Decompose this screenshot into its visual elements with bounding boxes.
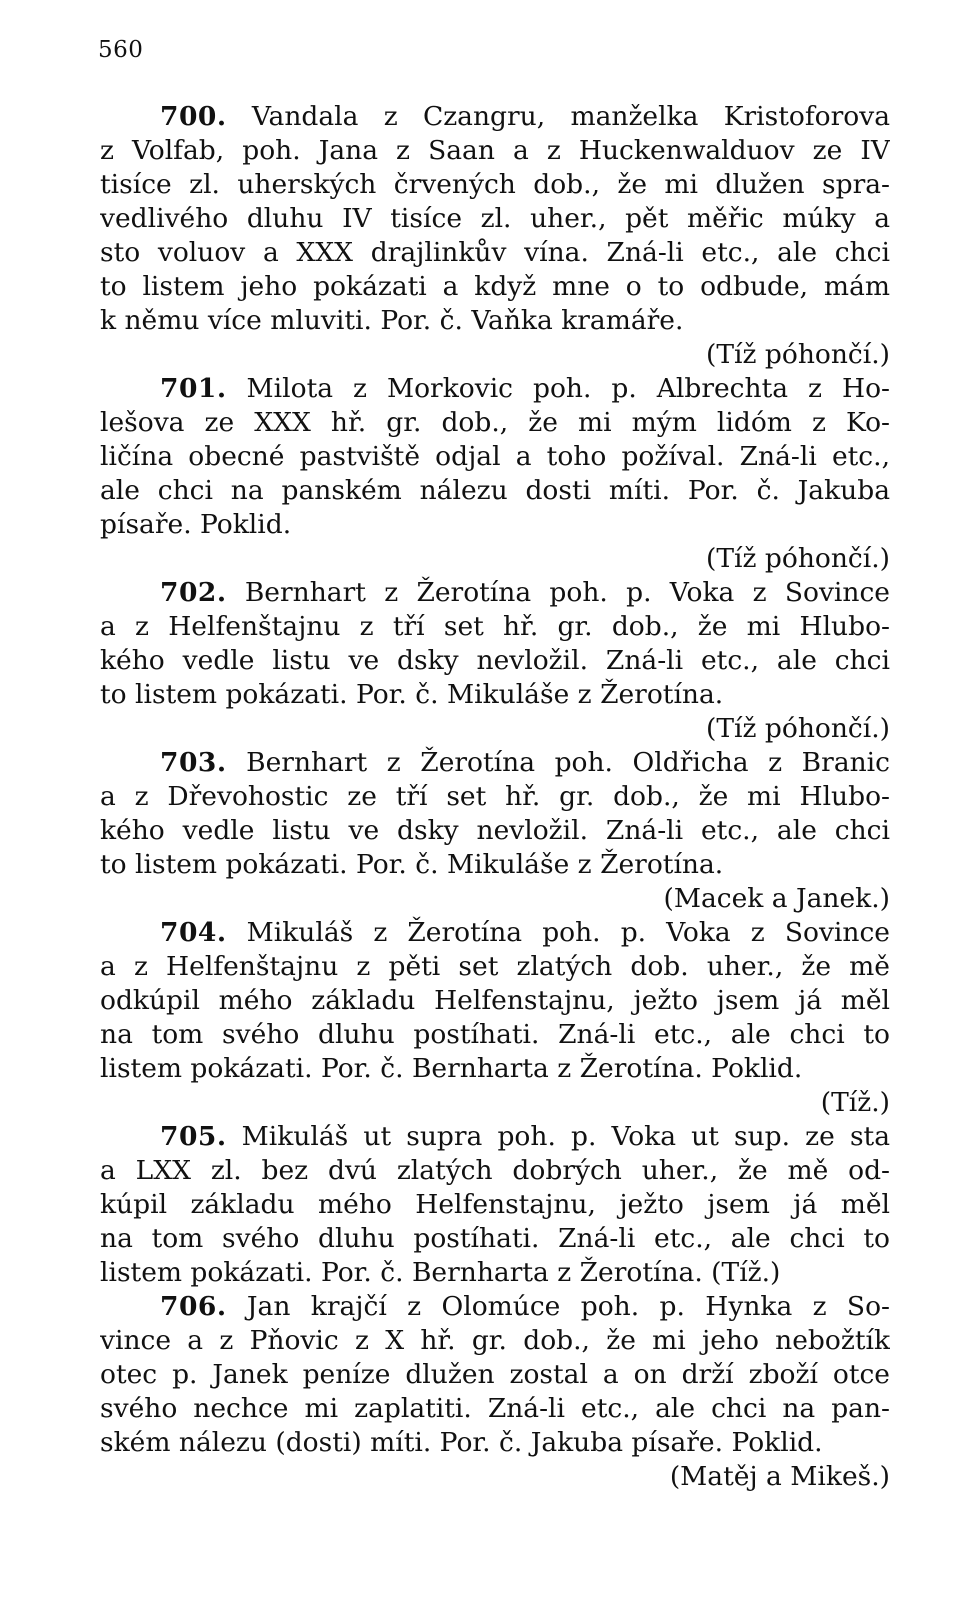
entry-line: tisíce zl. uherských črvených dob., že mi dlužen spra- xyxy=(100,169,890,200)
entry-line-text: Jan krajčí z Olomúce poh. p. Hynka z So- xyxy=(226,1291,890,1322)
entry-line: z Volfab, poh. Jana z Saan a z Huckenwalduov ze IV xyxy=(100,135,890,166)
entry-signature: (Macek a Janek.) xyxy=(663,883,890,914)
entry-line: na tom svého dluhu postíhati. Zná-li etc., ale chci to xyxy=(100,1019,890,1050)
entry-line: listem pokázati. Por. č. Bernharta z Žerotína. (Tíž.) xyxy=(100,1257,781,1288)
entry-first-line xyxy=(100,576,890,610)
entry xyxy=(100,746,890,916)
entry-first-line xyxy=(100,916,890,950)
entry-number: 705. xyxy=(160,1121,227,1152)
entry xyxy=(100,576,890,746)
entry xyxy=(100,916,890,1120)
entry-line: to listem pokázati. Por. č. Mikuláše z Žerotína. xyxy=(100,849,724,880)
entry-line: to listem jeho pokázati a když mne o to odbude, mám xyxy=(100,271,890,302)
entry-signature: (Tíž póhončí.) xyxy=(706,339,890,370)
entry-line: a z Helfenštajnu z tří set hř. gr. dob., že mi Hlubo- xyxy=(100,611,890,642)
entry-line: otec p. Janek peníze dlužen zostal a on drží zboží otce xyxy=(100,1359,890,1390)
entry-line-text: Milota z Morkovic poh. p. Albrechta z Ho- xyxy=(226,373,890,404)
entry-line: svého nechce mi zaplatiti. Zná-li etc., ale chci na pan- xyxy=(100,1393,890,1424)
entry-first-line xyxy=(100,1290,890,1324)
entry-line-text: Mikuláš ut supra poh. p. Voka ut sup. ze sta xyxy=(226,1121,890,1152)
entry-line: vedlivého dluhu IV tisíce zl. uher., pět měřic múky a xyxy=(100,203,890,234)
entry-line: lešova ze XXX hř. gr. dob., že mi mým lidóm z Ko- xyxy=(100,407,890,438)
entry-signature: (Tíž póhončí.) xyxy=(706,543,890,574)
entry-number: 702. xyxy=(160,577,227,608)
entry xyxy=(100,1120,890,1290)
entry-line-text: Mikuláš z Žerotína poh. p. Voka z Sovince xyxy=(226,917,890,948)
page-number: 560 xyxy=(98,37,144,63)
entry-number: 700. xyxy=(160,101,227,132)
entry-line: ale chci na panském nálezu dosti míti. Por. č. Jakuba xyxy=(100,475,890,506)
entry-line-text: Vandala z Czangru, manželka Kristoforova xyxy=(226,101,890,132)
entry-line-text: Bernhart z Žerotína poh. p. Voka z Sovince xyxy=(226,577,890,608)
entry-line: k němu více mluviti. Por. č. Vaňka kramáře. xyxy=(100,305,684,336)
entry xyxy=(100,372,890,576)
entry-line: odkúpil mého základu Helfenstajnu, ježto jsem já měl xyxy=(100,985,890,1016)
entry-signature: (Matěj a Mikeš.) xyxy=(669,1461,890,1492)
entry-line: kúpil základu mého Helfenstajnu, ježto jsem já měl xyxy=(100,1189,890,1220)
entry-first-line xyxy=(100,1120,890,1154)
entry-signature: (Tíž póhončí.) xyxy=(706,713,890,744)
entry-line: vince a z Pňovic z X hř. gr. dob., že mi jeho nebožtík xyxy=(100,1325,890,1356)
entry-line: sto voluov a XXX drajlinkův vína. Zná-li etc., ale chci xyxy=(100,237,890,268)
entry-signature: (Tíž.) xyxy=(820,1087,890,1118)
entry-line: ličína obecné pastviště odjal a toho požíval. Zná-li etc., xyxy=(100,441,890,472)
entry-line: to listem pokázati. Por. č. Mikuláše z Žerotína. xyxy=(100,679,724,710)
entry-number: 701. xyxy=(160,373,227,404)
entry-number: 703. xyxy=(160,747,227,778)
entry-first-line xyxy=(100,372,890,406)
entry-line: a LXX zl. bez dvú zlatých dobrých uher., že mě od- xyxy=(100,1155,890,1186)
entry-line: kého vedle listu ve dsky nevložil. Zná-li etc., ale chci xyxy=(100,645,890,676)
entry-line: listem pokázati. Por. č. Bernharta z Žerotína. Poklid. xyxy=(100,1053,803,1084)
entry-line-text: Bernhart z Žerotína poh. Oldřicha z Branic xyxy=(226,747,890,778)
entry-line: na tom svého dluhu postíhati. Zná-li etc., ale chci to xyxy=(100,1223,890,1254)
entries-list xyxy=(100,100,890,1494)
entry-line: a z Helfenštajnu z pěti set zlatých dob. uher., že mě xyxy=(100,951,890,982)
entry-number: 704. xyxy=(160,917,227,948)
entry-line: ském nálezu (dosti) míti. Por. č. Jakuba písaře. Poklid. xyxy=(100,1427,823,1458)
entry-first-line xyxy=(100,100,890,134)
entry-number: 706. xyxy=(160,1291,227,1322)
entry xyxy=(100,100,890,372)
entry-first-line xyxy=(100,746,890,780)
entry-line: písaře. Poklid. xyxy=(100,509,292,540)
entry-line: kého vedle listu ve dsky nevložil. Zná-li etc., ale chci xyxy=(100,815,890,846)
entry-line: a z Dřevohostic ze tří set hř. gr. dob., že mi Hlubo- xyxy=(100,781,890,812)
entry xyxy=(100,1290,890,1494)
